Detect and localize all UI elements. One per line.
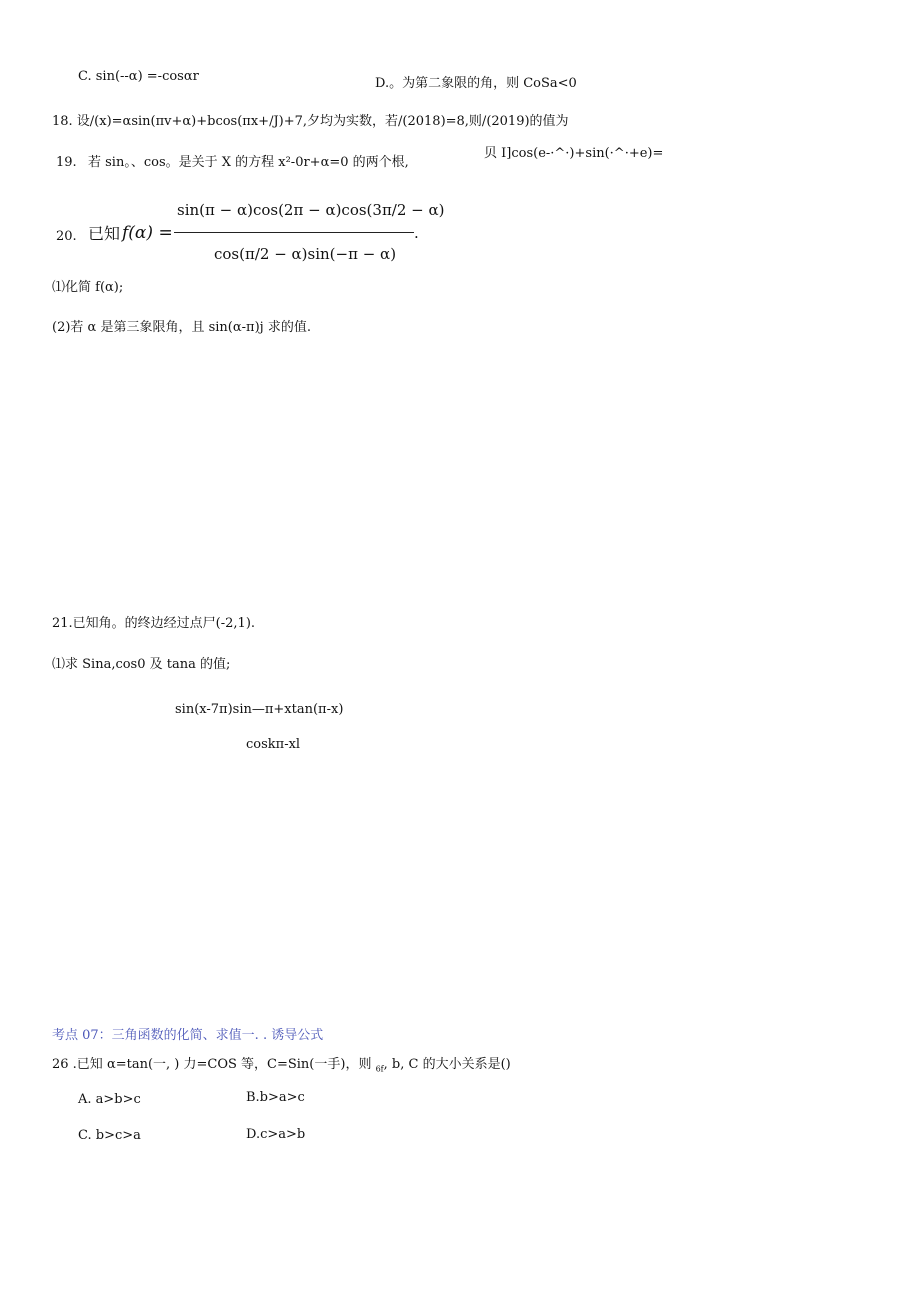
q20-func: f(α) = (122, 223, 173, 243)
q26-text-main: 26 .已知 α=tan(一, ) 力=COS 等，C=Sin(一手)，则 (52, 1057, 376, 1072)
q20-fraction-bar (174, 232, 414, 233)
q20-part2: (2)若 α 是第三象限角，且 sin(α-π)j 求的值. (52, 320, 311, 335)
q21-text: 21.已知角。的终边经过点尸(-2,1). (52, 616, 256, 631)
q26-option-a: A. a>b>c (78, 1092, 141, 1107)
q20-part1: ⑴化简 f(α); (52, 280, 124, 295)
q19-number: 19. (56, 155, 77, 170)
q21-denominator: coskπ-xl (246, 737, 301, 752)
q26-text (52, 1058, 511, 1074)
q20-period: . (414, 224, 419, 242)
q19-text: 若 sin。、cos。是关于 X 的方程 x²-0r+α=0 的两个根, (88, 155, 409, 170)
q26-option-b: B.b>a>c (246, 1090, 305, 1105)
q17-option-d: D.。为第二象限的角，则 CoSa<0 (375, 76, 577, 91)
q26-option-d: D.c>a>b (246, 1127, 306, 1142)
q21-part1: ⑴求 Sina,cos0 及 tana 的值; (52, 657, 231, 672)
q20-lead: 已知 (88, 224, 121, 243)
q17-option-c: C. sin(--α) =-cosαr (78, 69, 199, 84)
q26-option-c: C. b>c>a (78, 1128, 141, 1143)
q18-text: 18. 设/(x)=αsin(πv+α)+bcos(πx+/J)+7,夕均为实数，若/(2018)=8,则/(2019)的值为 (52, 114, 569, 129)
q21-numerator: sin(x-7π)sin—π+xtan(π-x) (175, 702, 344, 717)
q26-text-sub: 6f (375, 1064, 384, 1074)
q20-denominator: cos(π/2 − α)sin(−π − α) (214, 245, 397, 263)
q20-numerator: sin(π − α)cos(2π − α)cos(3π/2 − α) (177, 201, 445, 219)
q19-right-text: 贝 I]cos(e-·^·)+sin(·^·+e)= (484, 146, 664, 161)
section-title: 考点 07：三角函数的化简、求值一. . 诱导公式 (52, 1028, 324, 1043)
q20-number: 20. (56, 229, 77, 244)
q26-text-end: , b, C 的大小关系是() (383, 1057, 511, 1072)
